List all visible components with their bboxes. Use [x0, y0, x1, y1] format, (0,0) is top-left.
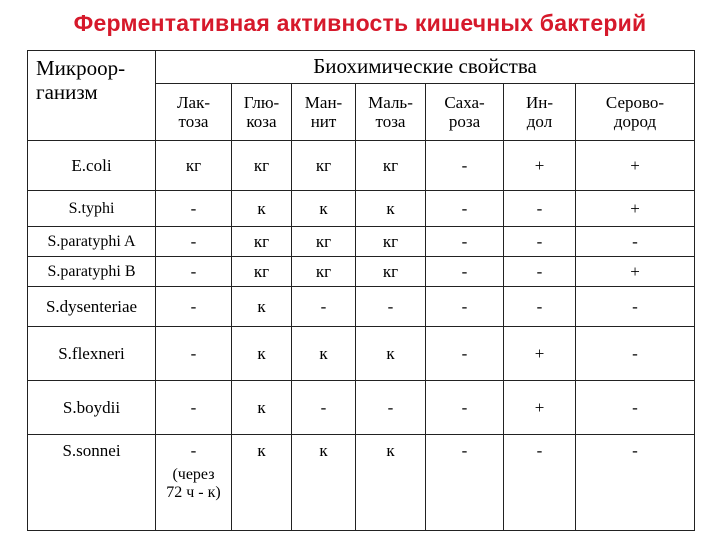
value-cell: -	[576, 327, 695, 381]
value-cell: +	[576, 191, 695, 227]
organism-name: S.paratyphi B	[28, 257, 156, 287]
value-cell: -	[426, 287, 504, 327]
value-cell: к	[232, 381, 292, 435]
table-row	[28, 191, 695, 227]
biochemical-properties-header: Биохимические свойства	[156, 51, 695, 84]
organism-header: Микроор- ганизм	[28, 51, 156, 141]
value-cell: +	[576, 141, 695, 191]
value-cell: кг	[232, 227, 292, 257]
value-cell: -	[504, 227, 576, 257]
value-cell: -	[576, 287, 695, 327]
value-cell: к	[292, 435, 356, 531]
value-cell: -	[426, 141, 504, 191]
value-cell: -	[156, 227, 232, 257]
value-cell: -	[426, 257, 504, 287]
value-cell: -	[426, 327, 504, 381]
value-cell: -	[576, 227, 695, 257]
column-header-indole: Ин- дол	[504, 84, 576, 141]
table-row	[28, 141, 695, 191]
organism-name: S.typhi	[28, 191, 156, 227]
organism-name: E.coli	[28, 141, 156, 191]
value-cell: кг	[292, 227, 356, 257]
value-cell: к	[292, 327, 356, 381]
value-cell: -	[426, 435, 504, 531]
table-row	[28, 227, 695, 257]
value-cell: -	[426, 191, 504, 227]
value-cell: кг	[356, 141, 426, 191]
value-cell: кг	[356, 227, 426, 257]
value-cell: -	[426, 227, 504, 257]
value-cell: +	[504, 381, 576, 435]
value-cell: -	[156, 287, 232, 327]
table-row	[28, 381, 695, 435]
value-cell: -	[504, 435, 576, 531]
value-cell: -	[156, 381, 232, 435]
value-cell: кг	[292, 141, 356, 191]
organism-name: S.paratyphi A	[28, 227, 156, 257]
value-cell: -	[292, 381, 356, 435]
column-header-glucose: Глю- коза	[232, 84, 292, 141]
value-cell: +	[504, 141, 576, 191]
value-cell: -	[576, 381, 695, 435]
organism-name: S.sonnei	[28, 435, 156, 531]
value-cell: +	[576, 257, 695, 287]
value-cell: к	[356, 435, 426, 531]
column-header-maltose: Маль- тоза	[356, 84, 426, 141]
value-cell: кг	[292, 257, 356, 287]
table-row	[28, 435, 695, 531]
organism-name: S.flexneri	[28, 327, 156, 381]
value-cell: к	[292, 191, 356, 227]
value-cell: -	[356, 287, 426, 327]
table-row	[28, 287, 695, 327]
value-cell: -	[504, 257, 576, 287]
value-cell: -	[156, 257, 232, 287]
value-cell: к	[232, 327, 292, 381]
lactose-value: -	[190, 441, 197, 460]
value-cell: к	[356, 327, 426, 381]
table-row	[28, 257, 695, 287]
page-title: Ферментативная активность кишечных бактерий	[73, 10, 647, 36]
enzyme-activity-table	[27, 50, 695, 531]
value-cell: +	[504, 327, 576, 381]
column-header-lactose: Лак- тоза	[156, 84, 232, 141]
value-cell: -	[504, 287, 576, 327]
value-cell: -	[426, 381, 504, 435]
value-cell: к	[232, 287, 292, 327]
column-header-mannitol: Ман- нит	[292, 84, 356, 141]
value-cell	[156, 435, 232, 531]
value-cell: -	[292, 287, 356, 327]
value-cell: к	[232, 435, 292, 531]
value-cell: к	[356, 191, 426, 227]
value-cell: -	[356, 381, 426, 435]
value-cell: кг	[232, 257, 292, 287]
value-cell: кг	[156, 141, 232, 191]
column-header-sucrose: Саха- роза	[426, 84, 504, 141]
organism-name: S.boydii	[28, 381, 156, 435]
value-cell: кг	[356, 257, 426, 287]
table-row	[28, 327, 695, 381]
value-cell: к	[232, 191, 292, 227]
value-cell: -	[156, 327, 232, 381]
organism-name: S.dysenteriae	[28, 287, 156, 327]
column-header-hydrogen-sulfide: Серово- дород	[576, 84, 695, 141]
value-cell: -	[576, 435, 695, 531]
header-row-group	[28, 51, 695, 84]
value-cell: кг	[232, 141, 292, 191]
value-cell: -	[504, 191, 576, 227]
value-cell: -	[156, 191, 232, 227]
lactose-note: (через 72 ч - к)	[166, 466, 221, 501]
